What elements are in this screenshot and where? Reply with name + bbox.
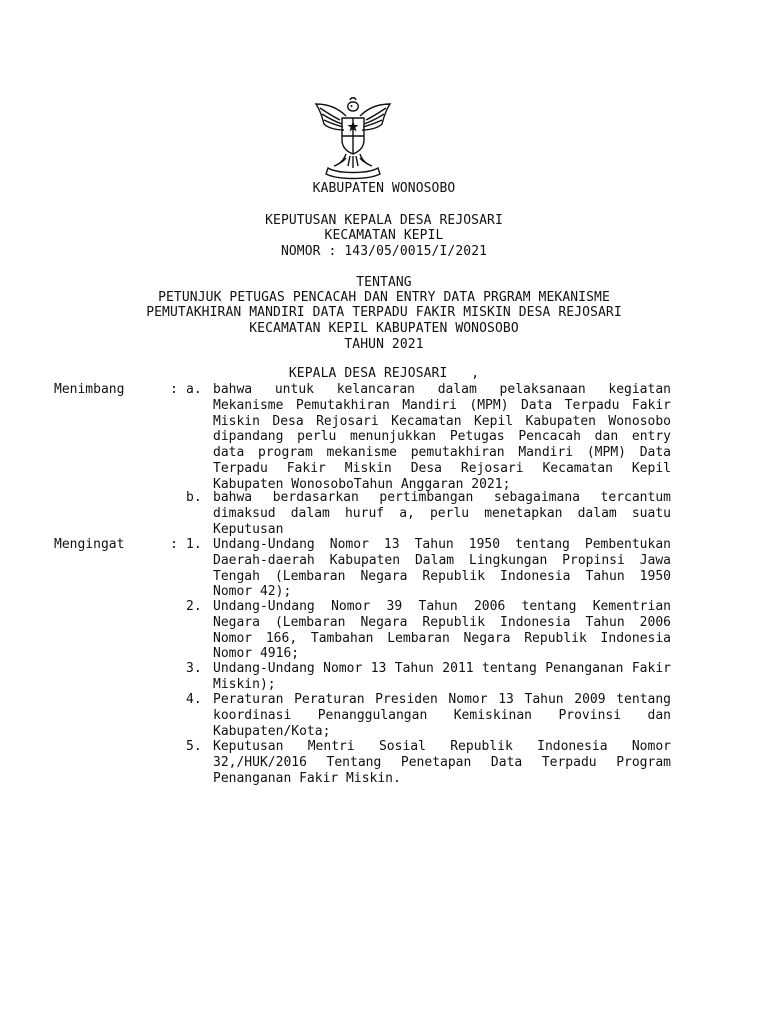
mengingat-label: Mengingat — [54, 537, 125, 552]
mengingat-marker-5: 5. — [186, 739, 202, 754]
menimbang-marker-a: a. — [186, 382, 202, 397]
mengingat-marker-1: 1. — [186, 537, 202, 552]
subject-line-1: PETUNJUK PETUGAS PENCACAH DAN ENTRY DATA PRGRAM MEKANISME — [158, 290, 610, 305]
mengingat-item-3: Undang-Undang Nomor 13 Tahun 2011 tentang Penanganan Fakir Miskin); — [213, 661, 671, 692]
menimbang-marker-b: b. — [186, 490, 202, 505]
about-heading: TENTANG — [356, 275, 412, 290]
regency-name: KABUPATEN WONOSOBO — [312, 181, 456, 196]
menimbang-item-b: bahwa berdasarkan pertimbangan sebagaimana tercantum dimaksud dalam huruf a, perlu menetapkan dalam suatu Keputusan — [213, 490, 671, 537]
mengingat-item-1: Undang-Undang Nomor 13 Tahun 1950 tentang Pembentukan Daerah-daerah Kabupaten Dalam Lingkungan Propinsi Jawa Tengah (Lembaran Negara Republik Indonesia Tahun 1950 Nomor 42); — [213, 537, 671, 600]
mengingat-item-5: Keputusan Mentri Sosial Republik Indonesia Nomor 32,/HUK/2016 Tentang Penetapan Data Terpadu Program Penanganan Fakir Miskin. — [213, 739, 671, 786]
garuda-emblem-icon — [310, 94, 396, 180]
mengingat-marker-4: 4. — [186, 692, 202, 707]
mengingat-colon: : — [170, 537, 178, 552]
decree-subdistrict: KECAMATAN KEPIL — [324, 228, 444, 243]
menimbang-item-a: bahwa untuk kelancaran dalam pelaksanaan kegiatan Mekanisme Pemutakhiran Mandiri (MPM) Data Terpadu Fakir Miskin Desa Rejosari Kecamatan Kepil Kabupaten Wonosobo dipandang perlu menunjukkan Petugas Pencacah dan entry data program mekanisme pemutakhiran Mandiri (MPM) Data Terpadu Fakir Miskin Desa Rejosari Kecamatan Kepil Kabupaten WonosoboTahun Anggaran 2021; — [213, 382, 671, 492]
decree-title: KEPUTUSAN KEPALA DESA REJOSARI — [265, 213, 503, 228]
mengingat-item-4: Peraturan Peraturan Presiden Nomor 13 Tahun 2009 tentang koordinasi Penanggulangan Kemiskinan Provinsi dan Kabupaten/Kota; — [213, 692, 671, 739]
decree-year: TAHUN 2021 — [344, 337, 424, 352]
menimbang-label: Menimbang — [54, 382, 125, 397]
subject-line-3: KECAMATAN KEPIL KABUPATEN WONOSOBO — [249, 321, 519, 336]
menimbang-colon: : — [170, 382, 178, 397]
decree-number: NOMOR : 143/05/0015/I/2021 — [280, 244, 488, 259]
subject-line-2: PEMUTAKHIRAN MANDIRI DATA TERPADU FAKIR MISKIN DESA REJOSARI — [146, 305, 622, 320]
mengingat-marker-2: 2. — [186, 599, 202, 614]
mengingat-marker-3: 3. — [186, 661, 202, 676]
signatory-title: KEPALA DESA REJOSARI , — [288, 366, 480, 381]
mengingat-item-2: Undang-Undang Nomor 39 Tahun 2006 tentang Kementrian Negara (Lembaran Negara Republik Indonesia Tahun 2006 Nomor 166, Tambahan Lembaran Negara Republik Indonesia Nomor 4916; — [213, 599, 671, 662]
